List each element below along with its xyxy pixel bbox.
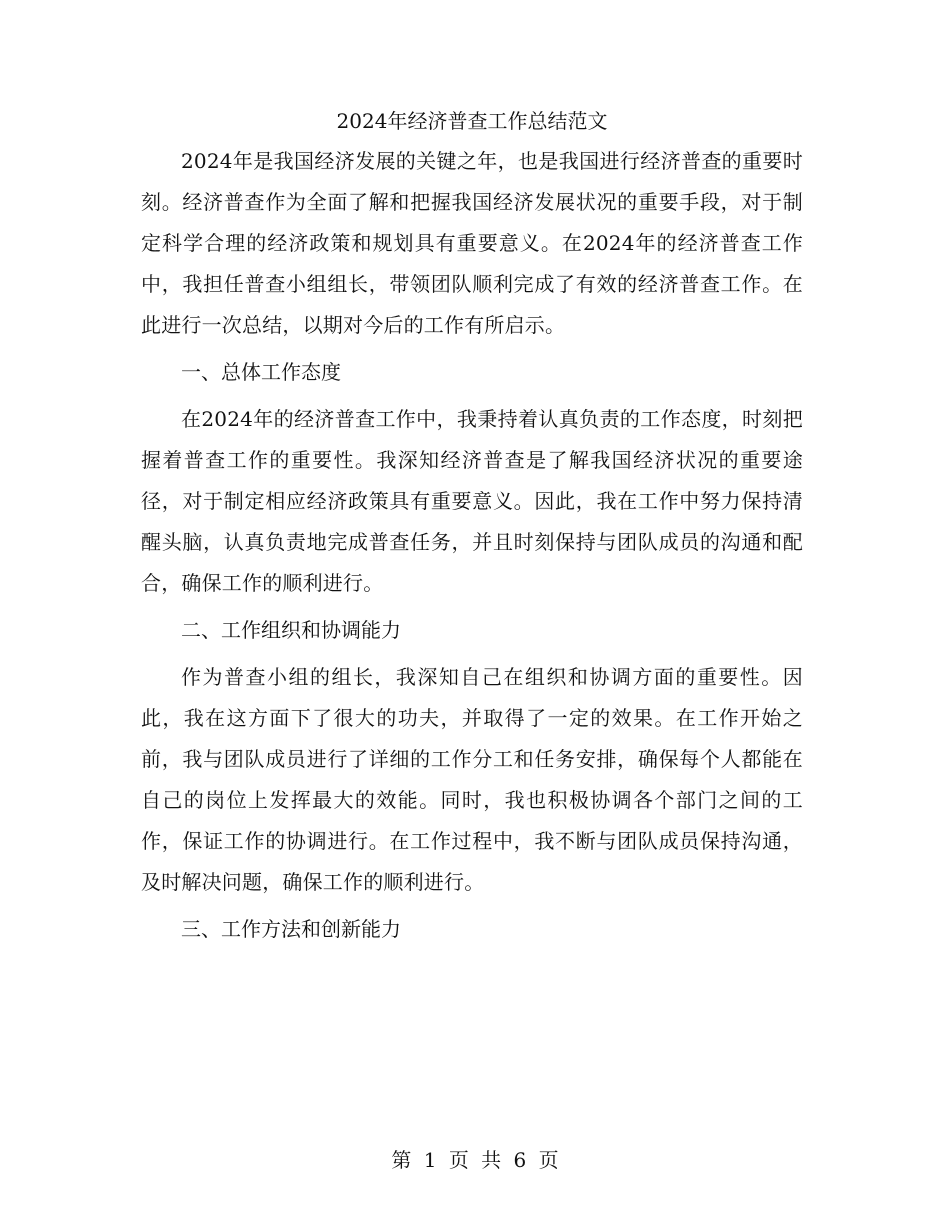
paragraph-intro: 2024年是我国经济发展的关键之年，也是我国进行经济普查的重要时刻。经济普查作为全面了解和把握我国经济发展状况的重要手段，对于制定科学合理的经济政策和规划具有重要意义。在2024年的经济普查工作中，我担任普查小组组长，带领团队顺利完成了有效的经济普查工作。在此进行一次总结，以期对今后的工作有所启示。	[141, 149, 803, 337]
section-heading-1: 一、总体工作态度	[181, 360, 341, 384]
section-heading-2: 二、工作组织和协调能力	[181, 618, 401, 642]
page-number-footer: 第 1 页 共 6 页	[391, 1148, 559, 1172]
paragraph-organization: 作为普查小组的组长，我深知自己在组织和协调方面的重要性。因此，我在这方面下了很大的功夫，并取得了一定的效果。在工作开始之前，我与团队成员进行了详细的工作分工和任务安排，确保每个人都能在自己的岗位上发挥最大的效能。同时，我也积极协调各个部门之间的工作，保证工作的协调进行。在工作过程中，我不断与团队成员保持沟通，及时解决问题，确保工作的顺利进行。	[141, 665, 803, 894]
document-title: 2024年经济普查工作总结范文	[336, 109, 608, 133]
paragraph-attitude: 在2024年的经济普查工作中，我秉持着认真负责的工作态度，时刻把握着普查工作的重要性。我深知经济普查是了解我国经济状况的重要途径，对于制定相应经济政策具有重要意义。因此，我在工作中努力保持清醒头脑，认真负责地完成普查任务，并且时刻保持与团队成员的沟通和配合，确保工作的顺利进行。	[141, 407, 803, 595]
document-body	[141, 103, 803, 956]
section-heading-3: 三、工作方法和创新能力	[181, 917, 401, 941]
